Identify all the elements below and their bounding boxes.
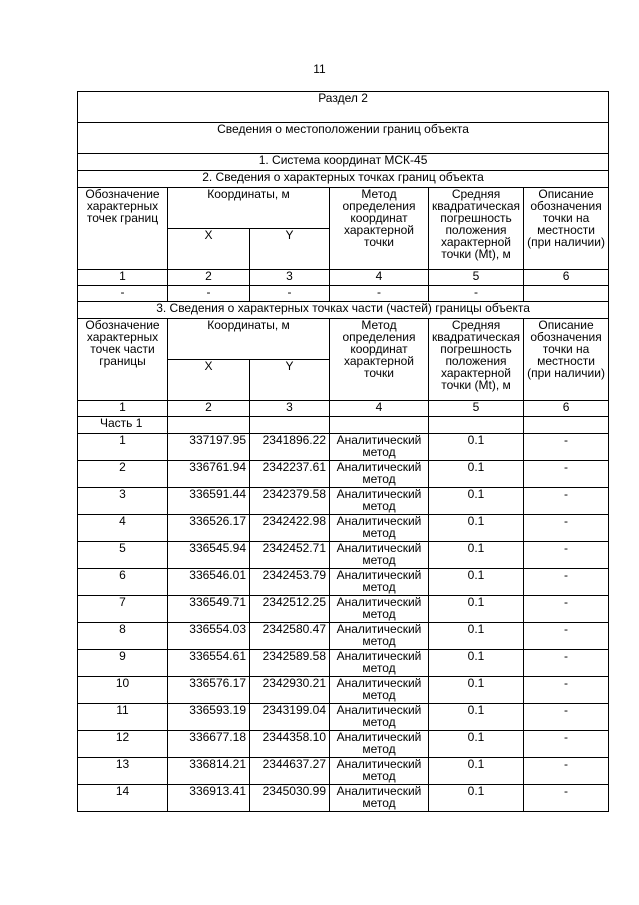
section-title-row: [78, 92, 609, 123]
error-cell: 0.1: [429, 461, 524, 488]
coord-y: 2342452.71: [250, 542, 330, 569]
error-cell: 0.1: [429, 785, 524, 812]
coord-x: 336545.94: [168, 542, 250, 569]
column-number: 6: [524, 270, 609, 286]
coord-x: 336554.03: [168, 623, 250, 650]
point-number: 2: [78, 461, 168, 488]
coord-y: 2342930.21: [250, 677, 330, 704]
part-label: Часть 1: [78, 417, 168, 434]
description-cell: -: [524, 623, 609, 650]
dash-cell: -: [78, 286, 168, 302]
column-number: 1: [78, 270, 168, 286]
error-cell: 0.1: [429, 758, 524, 785]
table-row: [78, 596, 609, 623]
column-number: 4: [330, 270, 429, 286]
part-label-row: [78, 417, 609, 434]
header-y: Y: [250, 360, 330, 401]
block1-title-row: [78, 171, 609, 188]
point-number: 13: [78, 758, 168, 785]
table-row: [78, 650, 609, 677]
boundary-table: [77, 91, 609, 812]
method-cell: Аналитический метод: [330, 623, 429, 650]
error-cell: 0.1: [429, 677, 524, 704]
table-row: [78, 758, 609, 785]
column-number: 3: [250, 401, 330, 417]
description-cell: -: [524, 758, 609, 785]
method-cell: Аналитический метод: [330, 434, 429, 461]
method-cell: Аналитический метод: [330, 731, 429, 758]
column-number: 2: [168, 270, 250, 286]
column-number: 4: [330, 401, 429, 417]
coord-system-row: [78, 154, 609, 171]
point-number: 6: [78, 569, 168, 596]
coord-y: 2342580.47: [250, 623, 330, 650]
block2-column-numbers: [78, 401, 609, 417]
description-cell: -: [524, 434, 609, 461]
error-cell: 0.1: [429, 515, 524, 542]
block1-column-numbers: [78, 270, 609, 286]
description-cell: -: [524, 515, 609, 542]
dash-cell: -: [429, 286, 524, 302]
coord-y: 2342589.58: [250, 650, 330, 677]
column-number: 2: [168, 401, 250, 417]
block1-empty-row: [78, 286, 609, 302]
error-cell: 0.1: [429, 542, 524, 569]
method-cell: Аналитический метод: [330, 650, 429, 677]
description-cell: -: [524, 785, 609, 812]
coord-x: 337197.95: [168, 434, 250, 461]
coord-x: 336677.18: [168, 731, 250, 758]
description-cell: -: [524, 488, 609, 515]
section-subtitle-row: [78, 123, 609, 154]
point-number: 10: [78, 677, 168, 704]
block1-title: 2. Сведения о характерных точках границ объекта: [78, 171, 609, 188]
coord-y: 2342237.61: [250, 461, 330, 488]
column-number: 1: [78, 401, 168, 417]
error-cell: 0.1: [429, 488, 524, 515]
method-cell: Аналитический метод: [330, 488, 429, 515]
header-x: X: [168, 360, 250, 401]
coord-y: 2344358.10: [250, 731, 330, 758]
header-error: Средняя квадратическая погрешность положения характерной точки (Mt), м: [429, 188, 524, 270]
point-number: 12: [78, 731, 168, 758]
point-number: 4: [78, 515, 168, 542]
point-number: 1: [78, 434, 168, 461]
error-cell: 0.1: [429, 704, 524, 731]
coord-y: 2341896.22: [250, 434, 330, 461]
section-subtitle: Сведения о местоположении границ объекта: [78, 123, 609, 154]
description-cell: -: [524, 569, 609, 596]
coord-x: 336591.44: [168, 488, 250, 515]
method-cell: Аналитический метод: [330, 677, 429, 704]
header-y: Y: [250, 229, 330, 270]
coord-x: 336814.21: [168, 758, 250, 785]
table-row: [78, 488, 609, 515]
method-cell: Аналитический метод: [330, 461, 429, 488]
section-title: Раздел 2: [78, 92, 609, 123]
method-cell: Аналитический метод: [330, 704, 429, 731]
table-row: [78, 623, 609, 650]
point-number: 5: [78, 542, 168, 569]
description-cell: -: [524, 704, 609, 731]
error-cell: 0.1: [429, 434, 524, 461]
table-row: [78, 677, 609, 704]
point-number: 11: [78, 704, 168, 731]
point-number: 7: [78, 596, 168, 623]
block2-title-row: [78, 302, 609, 319]
header-description: Описание обозначения точки на местности (при наличии): [524, 188, 609, 270]
dash-cell: -: [250, 286, 330, 302]
method-cell: Аналитический метод: [330, 785, 429, 812]
header-point-designation: Обозначение характерных точек границ: [78, 188, 168, 270]
coord-y: 2344637.27: [250, 758, 330, 785]
coord-y: 2342512.25: [250, 596, 330, 623]
description-cell: -: [524, 677, 609, 704]
error-cell: 0.1: [429, 650, 524, 677]
header-method: Метод определения координат характерной точки: [330, 188, 429, 270]
error-cell: 0.1: [429, 596, 524, 623]
coord-y: 2345030.99: [250, 785, 330, 812]
description-cell: -: [524, 461, 609, 488]
coord-x: 336554.61: [168, 650, 250, 677]
method-cell: Аналитический метод: [330, 758, 429, 785]
error-cell: 0.1: [429, 731, 524, 758]
header-error: Средняя квадратическая погрешность положения характерной точки (Mt), м: [429, 319, 524, 401]
page-number: 11: [313, 62, 326, 76]
dash-cell: [524, 286, 609, 302]
description-cell: -: [524, 650, 609, 677]
column-number: 5: [429, 270, 524, 286]
error-cell: 0.1: [429, 569, 524, 596]
method-cell: Аналитический метод: [330, 515, 429, 542]
method-cell: Аналитический метод: [330, 569, 429, 596]
error-cell: 0.1: [429, 623, 524, 650]
column-number: 3: [250, 270, 330, 286]
method-cell: Аналитический метод: [330, 596, 429, 623]
column-number: 6: [524, 401, 609, 417]
table-row: [78, 785, 609, 812]
table-row: [78, 542, 609, 569]
coord-x: 336526.17: [168, 515, 250, 542]
table-row: [78, 515, 609, 542]
coord-x: 336546.01: [168, 569, 250, 596]
point-number: 3: [78, 488, 168, 515]
table-row: [78, 569, 609, 596]
table-row: [78, 731, 609, 758]
header-method: Метод определения координат характерной точки: [330, 319, 429, 401]
table-row: [78, 704, 609, 731]
point-number: 14: [78, 785, 168, 812]
header-point-designation: Обозначение характерных точек части границы: [78, 319, 168, 401]
coord-y: 2342453.79: [250, 569, 330, 596]
block1-header-row: [78, 188, 609, 229]
header-description: Описание обозначения точки на местности (при наличии): [524, 319, 609, 401]
coord-y: 2342422.98: [250, 515, 330, 542]
coord-x: 336913.41: [168, 785, 250, 812]
block2-title: 3. Сведения о характерных точках части (частей) границы объекта: [78, 302, 609, 319]
coord-x: 336761.94: [168, 461, 250, 488]
coord-y: 2342379.58: [250, 488, 330, 515]
coord-system: 1. Система координат МСК-45: [78, 154, 609, 171]
method-cell: Аналитический метод: [330, 542, 429, 569]
coord-y: 2343199.04: [250, 704, 330, 731]
table-row: [78, 434, 609, 461]
coord-x: 336576.17: [168, 677, 250, 704]
dash-cell: -: [330, 286, 429, 302]
header-coordinates: Координаты, м: [168, 188, 330, 229]
header-x: X: [168, 229, 250, 270]
column-number: 5: [429, 401, 524, 417]
description-cell: -: [524, 596, 609, 623]
coord-x: 336549.71: [168, 596, 250, 623]
coord-x: 336593.19: [168, 704, 250, 731]
dash-cell: -: [168, 286, 250, 302]
description-cell: -: [524, 731, 609, 758]
description-cell: -: [524, 542, 609, 569]
block2-header-row: [78, 319, 609, 360]
table-row: [78, 461, 609, 488]
point-number: 9: [78, 650, 168, 677]
point-number: 8: [78, 623, 168, 650]
header-coordinates: Координаты, м: [168, 319, 330, 360]
